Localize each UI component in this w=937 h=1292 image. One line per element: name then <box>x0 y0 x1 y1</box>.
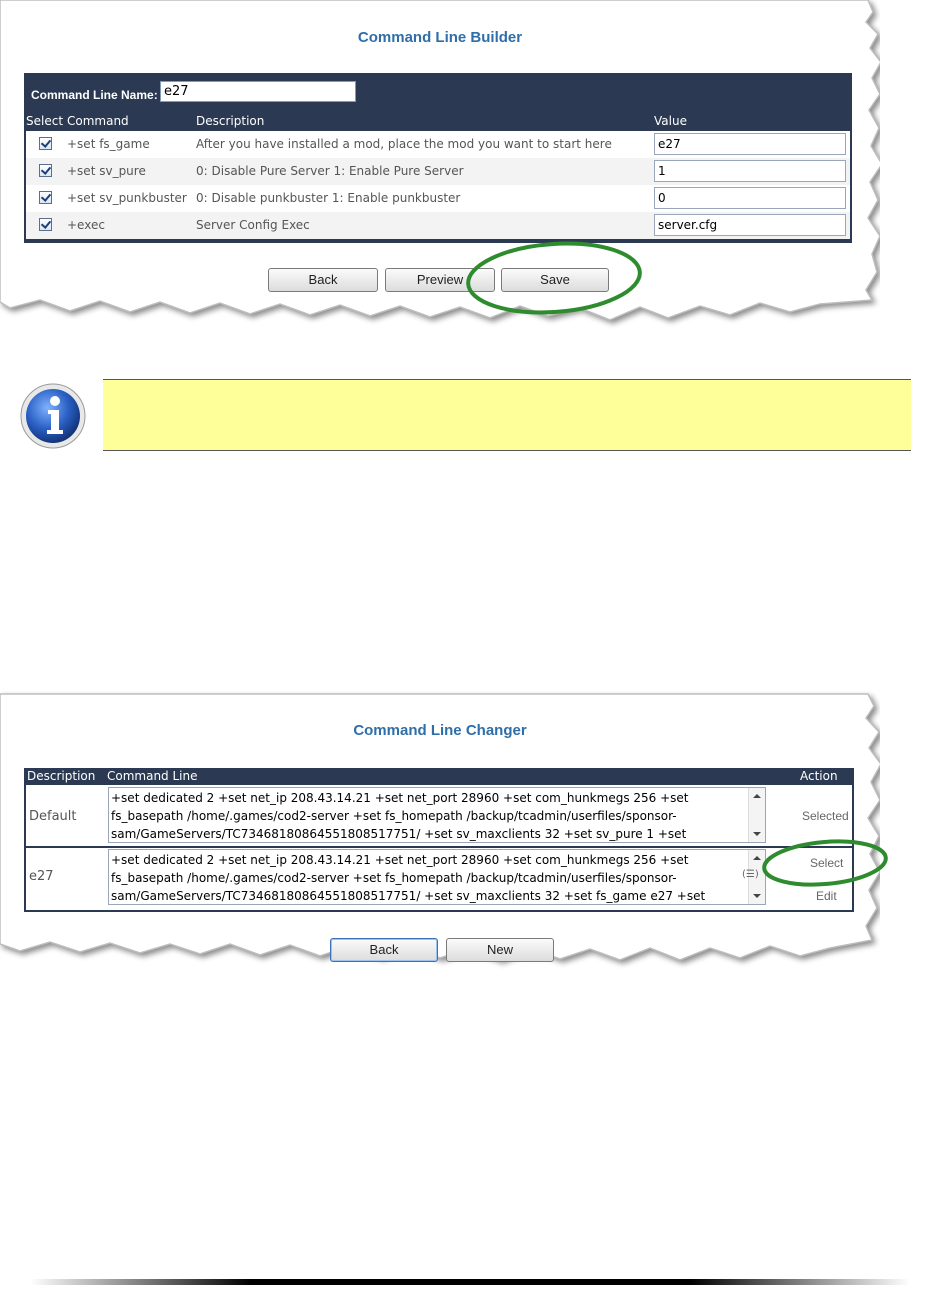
header-description: Description <box>27 769 96 783</box>
select-checkbox[interactable] <box>39 218 52 231</box>
selected-label: Selected <box>802 809 849 823</box>
value-input[interactable]: server.cfg <box>654 214 846 236</box>
header-select: Select <box>26 114 64 128</box>
command-line-name-input[interactable]: e27 <box>160 81 356 102</box>
command-line-name-label: Command Line Name: <box>31 88 158 102</box>
description-cell: 0: Disable punkbuster 1: Enable punkbuster <box>196 191 461 205</box>
textarea-scrollbar[interactable] <box>748 788 765 842</box>
header-action: Action <box>800 769 838 783</box>
command-line-textarea[interactable] <box>108 849 766 905</box>
header-value: Value <box>654 114 687 128</box>
command-line-text: +set dedicated 2 +set net_ip 208.43.14.21 +set net_port 28960 +set com_hunkmegs 256 +set fs_basepath /home/.games/cod2-server +set fs_homepath /backup/tcadmin/userfiles/sponsor-sam/GameServers/TC73468180864551808517751/ +set sv_maxclients 32 +set sv_pure 1 +set <box>111 791 689 841</box>
table-row <box>26 158 850 185</box>
header-command-line: Command Line <box>107 769 198 783</box>
select-checkbox[interactable] <box>39 164 52 177</box>
footer-divider <box>30 1279 910 1285</box>
command-line-name-row <box>24 73 852 113</box>
select-link[interactable]: Select <box>810 856 844 870</box>
info-note-box <box>103 379 911 451</box>
back-button[interactable]: Back <box>268 268 378 292</box>
header-command: Command <box>67 114 129 128</box>
scroll-grip-icon: (☰) <box>742 869 759 880</box>
command-line-textarea[interactable] <box>108 787 766 843</box>
table-row <box>26 131 850 158</box>
command-line-text: +set dedicated 2 +set net_ip 208.43.14.21 +set net_port 28960 +set com_hunkmegs 256 +set fs_basepath /home/.games/cod2-server +set fs_homepath /backup/tcadmin/userfiles/sponsor-sam/GameServers/TC73468180864551808517751/ +set sv_maxclients 32 +set fs_game e27 +set <box>111 853 706 903</box>
scroll-down-icon[interactable] <box>753 894 761 898</box>
back-button[interactable]: Back <box>330 938 438 962</box>
value-input[interactable]: 0 <box>654 187 846 209</box>
command-cell: +set fs_game <box>67 137 150 151</box>
scroll-up-icon[interactable] <box>753 794 761 798</box>
builder-title: Command Line Builder <box>357 29 523 46</box>
command-cell: +set sv_punkbuster <box>67 191 187 205</box>
new-button[interactable]: New <box>446 938 554 962</box>
description-cell: 0: Disable Pure Server 1: Enable Pure Server <box>196 164 464 178</box>
table-row <box>26 212 850 239</box>
description-cell: Default <box>29 809 77 824</box>
info-icon <box>18 381 88 451</box>
table-row <box>26 785 852 846</box>
select-highlight-circle <box>758 836 894 894</box>
command-cell: +exec <box>67 218 105 232</box>
table-row <box>26 185 850 212</box>
select-checkbox[interactable] <box>39 191 52 204</box>
preview-button[interactable]: Preview <box>385 268 495 292</box>
value-input[interactable]: 1 <box>654 160 846 182</box>
value-input[interactable]: e27 <box>654 133 846 155</box>
command-cell: +set sv_pure <box>67 164 146 178</box>
save-button[interactable]: Save <box>501 268 609 292</box>
builder-table <box>24 73 852 243</box>
table-row <box>26 848 852 910</box>
header-description: Description <box>196 114 265 128</box>
edit-link[interactable]: Edit <box>816 889 837 903</box>
description-cell: After you have installed a mod, place the mod you want to start here <box>196 137 612 151</box>
save-highlight-circle <box>462 238 648 320</box>
select-checkbox[interactable] <box>39 137 52 150</box>
description-cell: e27 <box>29 869 54 884</box>
changer-title: Command Line Changer <box>353 722 527 739</box>
description-cell: Server Config Exec <box>196 218 310 232</box>
changer-table <box>24 768 854 912</box>
